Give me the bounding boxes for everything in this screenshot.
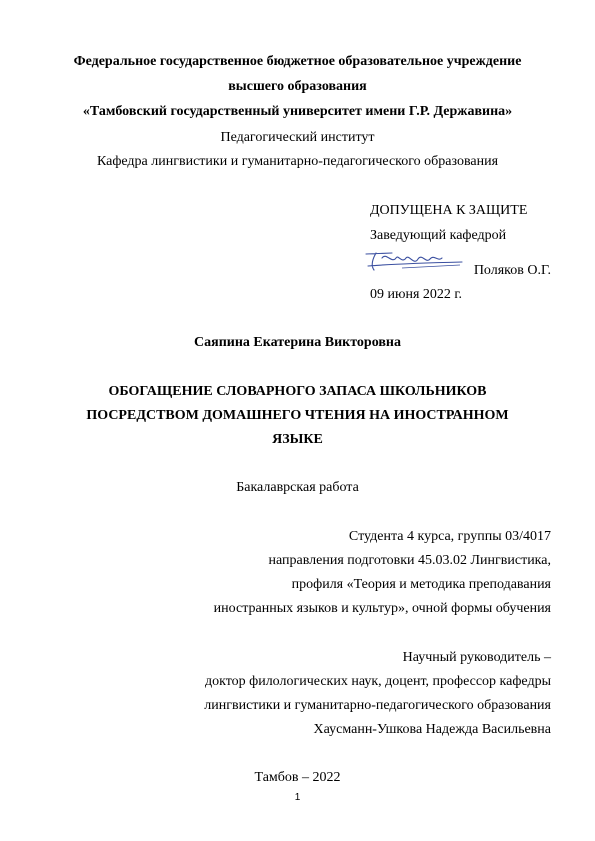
supervisor-line-1: Научный руководитель – <box>402 650 551 665</box>
approval-date: 09 июня 2022 г. <box>370 287 463 302</box>
approval-name: Поляков О.Г. <box>473 263 551 278</box>
student-line-1: Студента 4 курса, группы 03/4017 <box>348 529 551 544</box>
supervisor-line-3: лингвистики и гуманитарно-педагогического образования <box>204 698 551 713</box>
supervisor-line-2: доктор филологических наук, доцент, профессор кафедры <box>204 674 551 689</box>
supervisor-line-4: Хаусманн-Ушкова Надежда Васильевна <box>313 722 551 737</box>
work-type: Бакалаврская работа <box>236 480 359 495</box>
department-name: Кафедра лингвистики и гуманитарно-педагогического образования <box>96 154 499 169</box>
institute-name: Педагогический институт <box>220 130 375 145</box>
student-line-4: иностранных языков и культур», очной формы обучения <box>213 601 551 616</box>
page-number: 1 <box>294 792 301 803</box>
header-line-2: высшего образования <box>228 79 367 94</box>
title-line-2: ПОСРЕДСТВОМ ДОМАШНЕГО ЧТЕНИЯ НА ИНОСТРАННОМ <box>86 408 509 423</box>
author-name: Саяпина Екатерина Викторовна <box>194 335 401 350</box>
student-line-3: профиля «Теория и методика преподавания <box>291 577 551 592</box>
header-line-3: «Тамбовский государственный университет имени Г.Р. Державина» <box>82 104 513 119</box>
header-line-1: Федеральное государственное бюджетное образовательное учреждение <box>73 54 522 69</box>
title-line-1: ОБОГАЩЕНИЕ СЛОВАРНОГО ЗАПАСА ШКОЛЬНИКОВ <box>108 384 487 399</box>
approval-status: ДОПУЩЕНА К ЗАЩИТЕ <box>370 203 528 218</box>
signature-image <box>362 248 466 274</box>
approval-role: Заведующий кафедрой <box>370 228 507 243</box>
student-line-2: направления подготовки 45.03.02 Лингвистика, <box>268 553 551 568</box>
title-line-3: ЯЗЫКЕ <box>272 432 323 447</box>
place-year: Тамбов – 2022 <box>254 770 341 785</box>
